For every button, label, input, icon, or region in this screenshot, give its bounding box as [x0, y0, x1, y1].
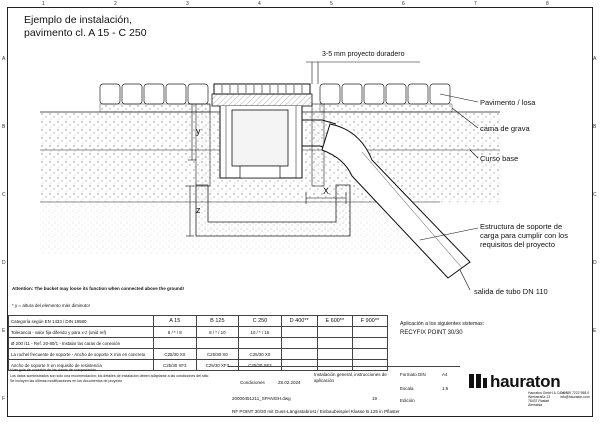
dimension-note: 3-5 mm proyecto duradero [322, 51, 405, 58]
drawing-description: RF POINT 30/30 mit Guss-Längsstabrost / Einbaubeispiel Klasse B 125 in Pflaster [232, 409, 400, 414]
scale-label: Escala [400, 386, 414, 391]
point-drain [212, 84, 312, 178]
table-row: Ø 200 /11 - Ref. 20-80/1 - Instalar las caras de conexión [9, 338, 388, 349]
dim-label-x: X [323, 186, 330, 196]
doc-number: 20000451211_SPANISH.dwg [232, 396, 291, 401]
footnotes: **ver guía de conexión de las clases de compactación Los datos suministrados son solo una recomendación; los detalles de instalación deben adaptarse a las condiciones del sitio Se incluyen las últimas modificaciones en los documentos de proyecto [10, 368, 209, 383]
callout-outlet: salida de tubo DN 110 [474, 287, 548, 296]
sheet-number: 19 [372, 396, 378, 401]
callout-support: Estructura de soporte de carga para cumplir con los requisitos del proyecto [480, 222, 568, 249]
conditions-label: Condiciones [240, 380, 265, 385]
paving-left [100, 84, 208, 104]
instructions: Instalación general, instrucciones de aplicación [314, 372, 387, 383]
dimension-gap [306, 62, 420, 84]
date: 28.02.2024 [278, 380, 301, 385]
format-label: Formato DIN [400, 372, 426, 377]
attention-note: Attention: The bucket may loose its function when connected above the ground! [12, 286, 185, 291]
edition-label: Edición [400, 398, 415, 403]
dim-label-z: z [196, 205, 201, 215]
dim-label-y: y [196, 126, 201, 136]
table-header-row: Categoría según EN 1433 / DIN 19580 A 15 B 125 C 250 D 400** E 600** F 900** [9, 316, 388, 327]
scale-value: 1:5 [442, 386, 449, 391]
y-note: * y = altura del elemento más diminuto! [12, 303, 90, 308]
company-logo: hauraton [490, 372, 561, 391]
table-row: La rochel frecuente de soporte - Ancho de soporte X min en concreto C25/30 X0 C25/30 X0 C25/30 X0 [9, 349, 388, 360]
hauraton-logo-icon [468, 373, 488, 389]
format-value: A4 [442, 372, 448, 377]
drawing-title: Ejemplo de instalación, pavimento cl. A 15 - C 250 [24, 14, 147, 39]
application-info: Aplicación a los siguientes sistemas: RECYFIX POINT 30/30 [400, 321, 485, 336]
callout-base: Curso base [480, 154, 519, 163]
table-row: Ancho de soporte X en requisito de resistencia C25/30 XF3 C25/30 XF3 C25/30 XF3 [9, 360, 388, 371]
table-row: Tolerancia - valor fija diferido y para x-z (unid ref) 8 / * / 8 8 / * / 10 10 / * / 15 [9, 327, 388, 338]
company-contact: Tel +49 7222 958-0 info@hauraton.com [560, 391, 590, 399]
callout-gravel: cama de grava [480, 124, 530, 133]
spec-table [8, 315, 388, 371]
company-address: Hauraton GmbH & Co. KG Werkstraße 13 76437 Rastatt Alemania [528, 391, 568, 407]
paving-right [320, 84, 450, 104]
callout-paving: Pavimento / losa [480, 98, 536, 107]
